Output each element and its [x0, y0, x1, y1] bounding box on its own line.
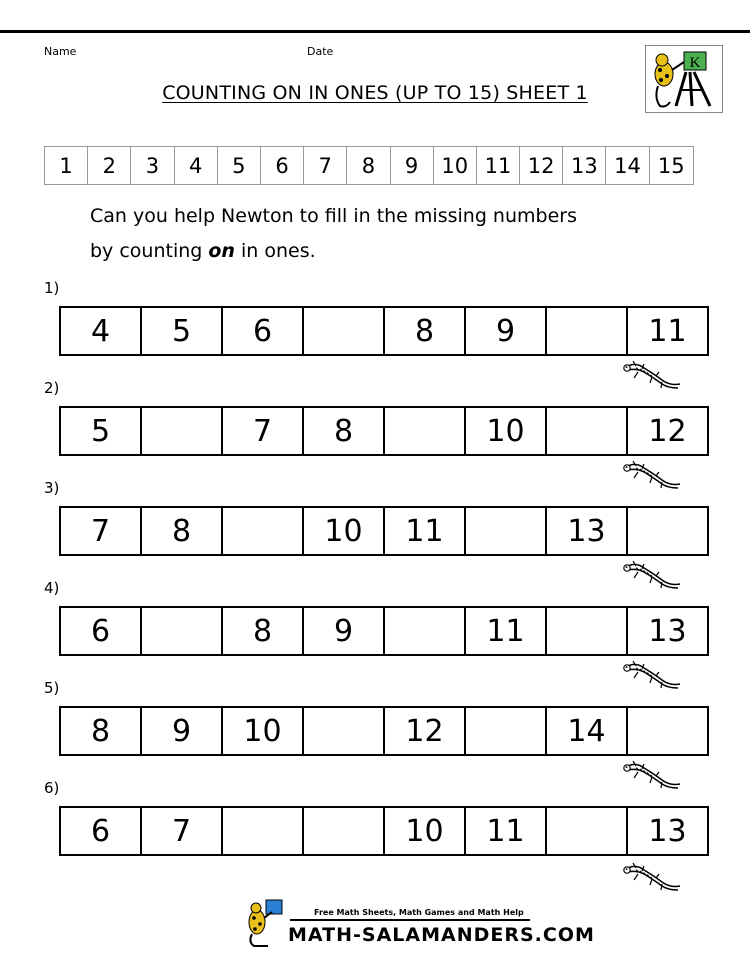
salamander-icon: [622, 862, 682, 898]
number-line-1-to-15: [44, 146, 694, 185]
number-line-cell: 12: [520, 147, 563, 184]
question-number: 5): [44, 679, 60, 697]
given-number-box: 6: [223, 308, 304, 354]
given-number-box: 12: [648, 413, 687, 449]
number-line-cell: 10: [434, 147, 477, 184]
blank-answer-box[interactable]: [223, 508, 304, 554]
number-line-cell: 9: [391, 147, 434, 184]
question-number: 3): [44, 479, 60, 497]
blank-answer-box[interactable]: [547, 308, 628, 354]
given-number-box: 6: [61, 808, 142, 854]
number-line-cell: 6: [261, 147, 304, 184]
given-number-box: 11: [466, 808, 547, 854]
number-line-cell: 2: [88, 147, 131, 184]
given-number-box: 5: [142, 308, 223, 354]
number-line-cell: 11: [477, 147, 520, 184]
top-rule: [0, 30, 750, 33]
blank-answer-box[interactable]: [628, 508, 707, 554]
blank-answer-box[interactable]: [304, 308, 385, 354]
instruction-line-2: [90, 240, 316, 262]
given-number-box: 9: [466, 308, 547, 354]
number-line-cell: 1: [45, 147, 88, 184]
given-number-box: 9: [304, 608, 385, 654]
footer-tagline: Free Math Sheets, Math Games and Math Help: [314, 908, 524, 917]
number-line-cell: 15: [657, 153, 685, 178]
given-number-box: 6: [61, 608, 142, 654]
blank-answer-box[interactable]: [385, 408, 466, 454]
given-number-box: 8: [142, 508, 223, 554]
footer-rule: [290, 919, 530, 921]
worksheet-title: COUNTING ON IN ONES (UP TO 15) SHEET 1: [162, 82, 588, 104]
given-number-box: 11: [466, 608, 547, 654]
question-number: 1): [44, 279, 60, 297]
given-number-box: 11: [385, 508, 466, 554]
salamander-icon: [622, 660, 682, 696]
footer-salamander-logo: [244, 898, 286, 948]
number-line-cell: 4: [175, 147, 218, 184]
blank-answer-box[interactable]: [547, 408, 628, 454]
name-label: Name: [44, 45, 77, 58]
answer-row: [59, 606, 709, 656]
answer-row: [59, 306, 709, 356]
given-number-box: 13: [648, 613, 687, 649]
instruction-suffix: in ones.: [234, 240, 316, 262]
blank-answer-box[interactable]: [142, 608, 223, 654]
blank-answer-box[interactable]: [628, 708, 707, 754]
answer-row: [59, 806, 709, 856]
number-line-cell: 5: [218, 147, 261, 184]
salamander-icon: [622, 560, 682, 596]
blank-answer-box[interactable]: [304, 808, 385, 854]
given-number-box: 10: [304, 508, 385, 554]
given-number-box: 10: [223, 708, 304, 754]
instruction-emphasis: on: [208, 240, 235, 262]
given-number-box: 12: [385, 708, 466, 754]
logo-letter: K: [689, 55, 701, 71]
blank-answer-box[interactable]: [142, 408, 223, 454]
number-line-cell: 14: [606, 147, 649, 184]
instruction-line-1: Can you help Newton to fill in the missing numbers: [90, 205, 577, 227]
question-number: 4): [44, 579, 60, 597]
answer-row: [59, 506, 709, 556]
number-line-cell: 7: [304, 147, 347, 184]
given-number-box: 4: [61, 308, 142, 354]
instruction-prefix: by counting: [90, 240, 209, 262]
number-line-cell: 8: [347, 147, 390, 184]
blank-answer-box[interactable]: [466, 708, 547, 754]
blank-answer-box[interactable]: [547, 608, 628, 654]
given-number-box: 7: [61, 508, 142, 554]
given-number-box: 13: [547, 508, 628, 554]
given-number-box: 8: [304, 408, 385, 454]
given-number-box: 8: [385, 308, 466, 354]
blank-answer-box[interactable]: [547, 808, 628, 854]
question-number: 2): [44, 379, 60, 397]
given-number-box: 13: [648, 813, 687, 849]
given-number-box: 9: [142, 708, 223, 754]
answer-row: [59, 406, 709, 456]
blank-answer-box[interactable]: [223, 808, 304, 854]
given-number-box: 5: [61, 408, 142, 454]
salamander-teacher-logo: [645, 45, 723, 113]
given-number-box: 8: [61, 708, 142, 754]
number-line-cell: 3: [131, 147, 174, 184]
given-number-box: 7: [223, 408, 304, 454]
number-line-cell: 13: [563, 147, 606, 184]
given-number-box: 14: [547, 708, 628, 754]
blank-answer-box[interactable]: [466, 508, 547, 554]
given-number-box: 10: [385, 808, 466, 854]
salamander-icon: [622, 460, 682, 496]
blank-answer-box[interactable]: [385, 608, 466, 654]
given-number-box: 8: [223, 608, 304, 654]
salamander-icon: [622, 360, 682, 396]
question-number: 6): [44, 779, 60, 797]
given-number-box: 7: [142, 808, 223, 854]
blank-answer-box[interactable]: [304, 708, 385, 754]
date-label: Date: [307, 45, 334, 58]
answer-row: [59, 706, 709, 756]
given-number-box: 11: [648, 313, 687, 349]
footer-brand: MATH-SALAMANDERS.COM: [288, 924, 595, 946]
salamander-icon: [622, 760, 682, 796]
given-number-box: 10: [466, 408, 547, 454]
